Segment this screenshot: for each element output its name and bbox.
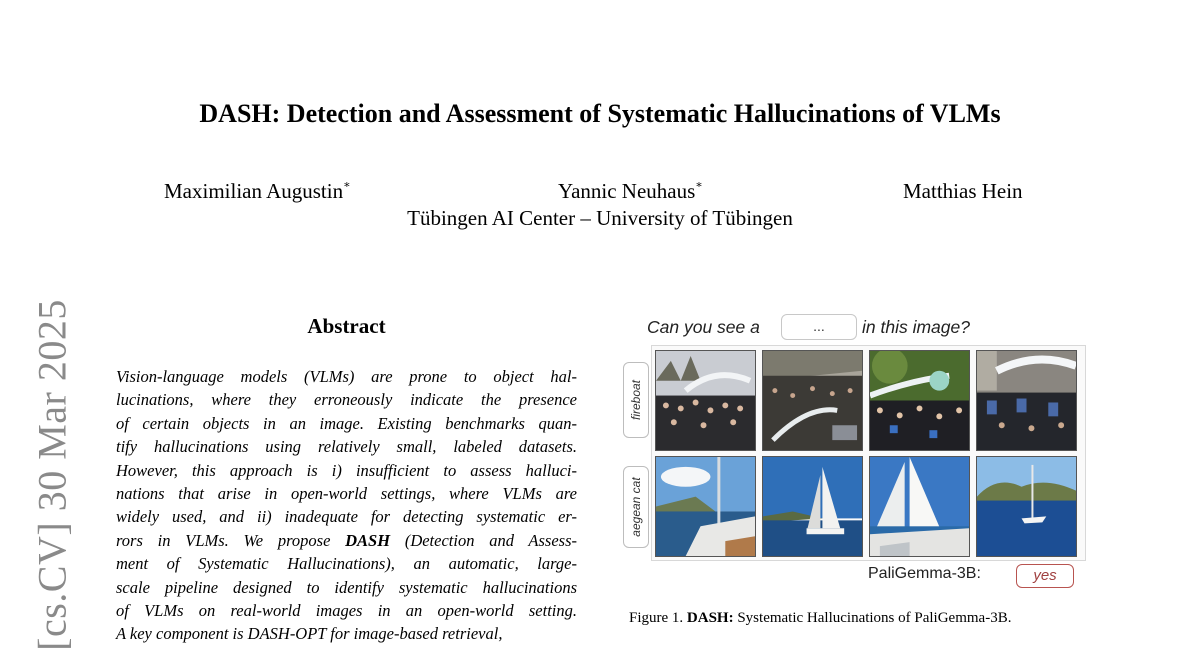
equal-contribution-mark: ∗: [343, 179, 351, 191]
grid-image-aegean-2: [762, 456, 863, 557]
abstract-line: widely used, and ii) inadequate for detecting systematic er-: [116, 507, 577, 527]
abstract-body: [116, 365, 577, 646]
abstract-line: nations that arise in open-world settings, where VLMs are: [116, 484, 577, 504]
row-label-text: aegean cat: [629, 477, 643, 537]
row-label-fireboat: [623, 362, 649, 438]
method-name-bold: DASH: [345, 530, 391, 550]
abstract-line: A key component is DASH-OPT for image-based retrieval,: [116, 624, 503, 644]
figure-caption: [629, 610, 1011, 627]
abstract-heading: Abstract: [307, 314, 386, 338]
author-name: Matthias Hein: [903, 179, 1023, 203]
grid-image-fireboat-4: [976, 350, 1077, 451]
grid-image-aegean-3: [869, 456, 970, 557]
grid-image-aegean-1: [655, 456, 756, 557]
abstract-line: However, this approach is i) insufficient to assess halluci-: [116, 460, 577, 480]
abstract-line: ment of Systematic Hallucinations), an automatic, large-: [116, 554, 577, 574]
equal-contribution-mark: ∗: [695, 179, 703, 191]
row-label-aegean-cat: [623, 466, 649, 548]
author-1: [164, 179, 351, 204]
model-answer-badge: yes: [1016, 564, 1074, 588]
model-label: PaliGemma-3B:: [868, 565, 981, 582]
arxiv-stamp-text: [cs.CV] 30 Mar 2025: [29, 299, 75, 651]
grid-image-aegean-4: [976, 456, 1077, 557]
abstract-line: tify hallucinations using relatively small, labeled datasets.: [116, 437, 577, 457]
abstract-line-with-bold: [116, 529, 577, 552]
author-name: Yannic Neuhaus: [558, 179, 696, 203]
caption-text: Systematic Hallucinations of PaliGemma-3B.: [733, 610, 1012, 626]
author-name: Maximilian Augustin: [164, 179, 344, 203]
abstract-line-part: rors in VLMs. We propose: [116, 530, 346, 550]
caption-bold: DASH:: [686, 610, 734, 626]
grid-image-fireboat-1: [655, 350, 756, 451]
paper-title: DASH: Detection and Assessment of Systematic Hallucinations of VLMs: [199, 99, 1001, 128]
question-before: Can you see a: [647, 317, 760, 337]
abstract-line: of VLMs on real-world images in an open-world setting.: [116, 601, 577, 621]
abstract-line-part: (Detection and Assess-: [390, 530, 577, 550]
author-3: [903, 179, 1023, 204]
abstract-line: scale pipeline designed to identify systematic hallucinations: [116, 577, 577, 597]
question-blank-box: ...: [781, 314, 857, 340]
arxiv-stamp: [22, 300, 82, 650]
abstract-line: Vision-language models (VLMs) are prone to object hal-: [116, 367, 577, 386]
caption-prefix: Figure 1.: [629, 610, 687, 626]
author-2: [558, 179, 703, 204]
grid-image-fireboat-3: [869, 350, 970, 451]
affiliation: Tübingen AI Center – University of Tübingen: [407, 206, 793, 230]
figure-1: [600, 300, 1100, 630]
question-after: in this image?: [862, 317, 970, 337]
row-label-text: fireboat: [629, 379, 643, 421]
grid-image-fireboat-2: [762, 350, 863, 451]
abstract-line: lucinations, where they erroneously indicate the presence: [116, 390, 577, 410]
abstract-line: of certain objects in an image. Existing benchmarks quan-: [116, 413, 577, 433]
